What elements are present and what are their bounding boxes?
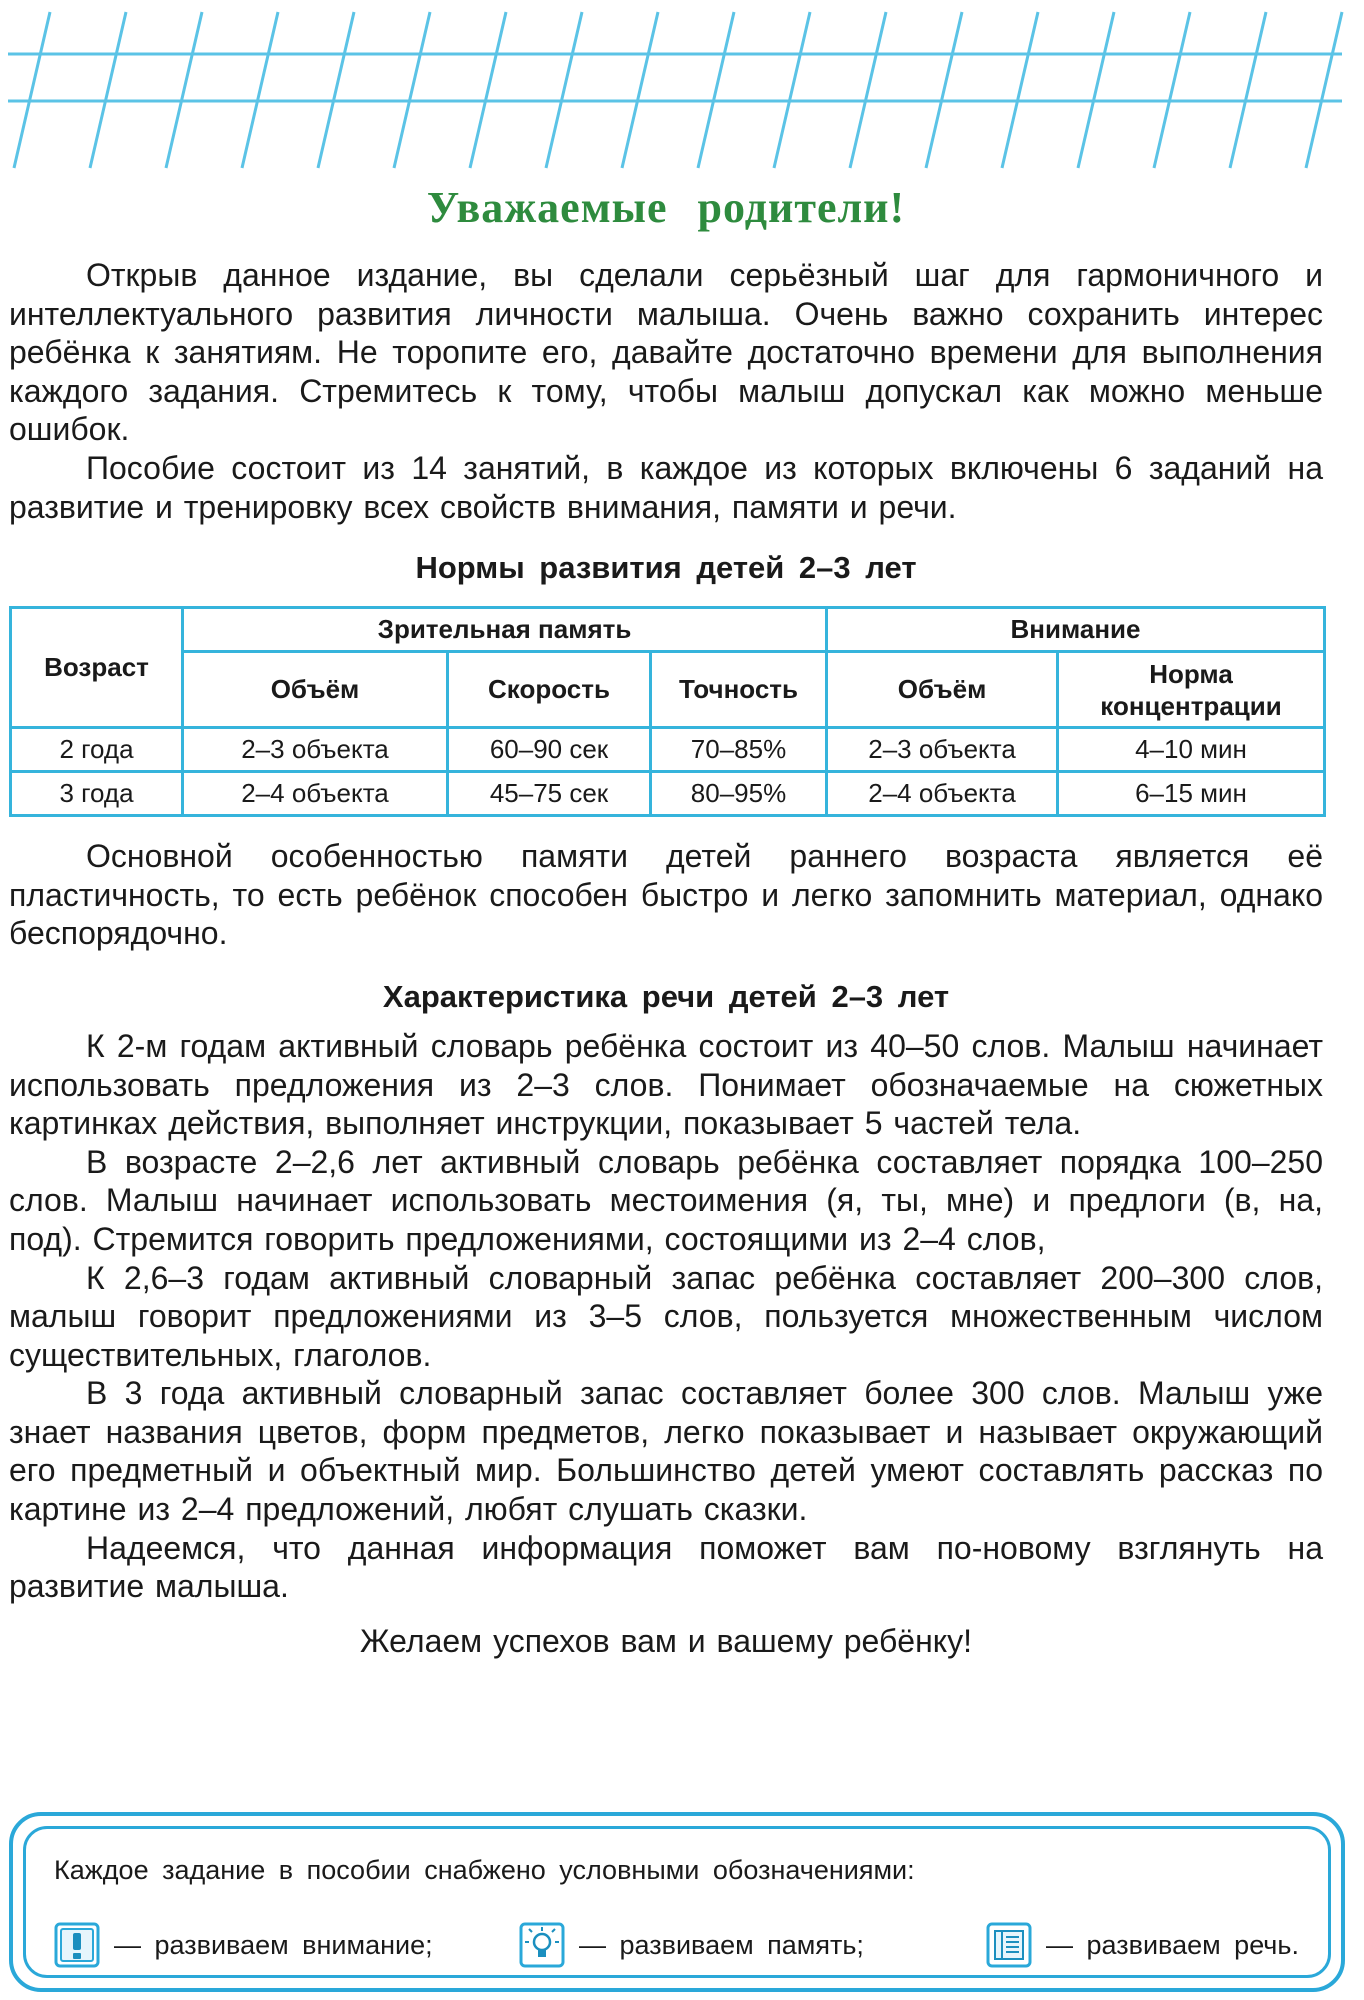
speech-paragraph: К 2-м годам активный словарь ребёнка состоит из 40–50 слов. Малыш начинает использовать предложения из 2–3 слов. Понимает обозначаемые на сюжетных картинках действия, выполняет инструкции, показывает 5 частей тела. xyxy=(9,1027,1323,1142)
legend-item-speech xyxy=(986,1917,1299,1973)
speech-paragraph: В возрасте 2–2,6 лет активный словарь ребёнка составляет порядка 100–250 слов. Малыш начинает использовать местоимения (я, ты, мне) и предлоги (в, на, под). Стремится говорить предложениями, состоящими из 2–4 слов, xyxy=(9,1143,1323,1257)
visual-memory-header: Зрительная память xyxy=(183,608,827,652)
table-cell: 2–3 объекта xyxy=(827,728,1058,772)
table-cell: 70–85% xyxy=(651,728,827,772)
header-ruled-lines xyxy=(0,0,1364,170)
table-cell: 2–4 объекта xyxy=(183,772,448,816)
intro-paragraph: Открыв данное издание, вы сделали серьёзный шаг для гармоничного и интеллектуального развития личности малыша. Очень важно сохранить интерес ребёнка к занятиям. Не торопите его, давайте достаточно времени для выполнения каждого задания. Стремитесь к тому, чтобы малыш допускал как можно меньше ошибок. xyxy=(9,257,1323,448)
norms-table xyxy=(9,606,1326,817)
legend-label: — развиваем память; xyxy=(579,1929,864,1960)
legend-box-inner xyxy=(23,1826,1331,1978)
speed-header: Скорость xyxy=(448,652,651,728)
age-header: Возраст xyxy=(11,608,183,728)
table-cell: 45–75 сек xyxy=(448,772,651,816)
table-row xyxy=(11,772,1325,816)
table-cell: 2 года xyxy=(11,728,183,772)
legend-box xyxy=(9,1812,1345,1992)
page-title: Уважаемые родители! xyxy=(426,183,906,232)
accuracy-header: Точность xyxy=(651,652,827,728)
table-cell: 4–10 мин xyxy=(1058,728,1325,772)
attention-header: Внимание xyxy=(827,608,1325,652)
volume-header: Объём xyxy=(183,652,448,728)
closing-wish: Желаем успехов вам и вашему ребёнку! xyxy=(360,1622,972,1659)
page-content xyxy=(9,180,1323,1660)
attention-volume-header: Объём xyxy=(827,652,1058,728)
legend-label: — развиваем речь. xyxy=(1046,1929,1299,1960)
speech-paragraph: В 3 года активный словарный запас составляет более 300 слов. Малыш уже знает названия цветов, форм предметов, легко показывает и называет окружающий его предметный и объектный мир. Большинство детей умеют составлять рассказ по картине из 2–4 предложений, любят слушать сказки. xyxy=(9,1375,1323,1528)
concentration-header: Норма концентрации xyxy=(1058,652,1325,728)
legend-row xyxy=(54,1917,1324,1973)
speech-paragraph: К 2,6–3 годам активный словарный запас ребёнка составляет 200–300 слов, малыш говорит предложениями из 3–5 слов, пользуется множественным числом существительных, глаголов. xyxy=(9,1259,1323,1373)
table-cell: 2–3 объекта xyxy=(183,728,448,772)
speech-paragraph: Надеемся, что данная информация поможет вам по-новому взглянуть на развитие малыша. xyxy=(9,1529,1323,1605)
lightbulb-icon xyxy=(519,1922,565,1968)
legend-label: — развиваем внимание; xyxy=(114,1929,433,1960)
table-cell: 3 года xyxy=(11,772,183,816)
legend-item-memory xyxy=(519,1917,864,1973)
table-cell: 6–15 мин xyxy=(1058,772,1325,816)
legend-item-attention xyxy=(54,1917,433,1973)
book-icon xyxy=(986,1922,1032,1968)
exclamation-icon xyxy=(54,1922,100,1968)
speech-title: Характеристика речи детей 2–3 лет xyxy=(382,978,950,1014)
table-cell: 60–90 сек xyxy=(448,728,651,772)
table-cell: 80–95% xyxy=(651,772,827,816)
intro-paragraph: Пособие состоит из 14 занятий, в каждое из которых включены 6 заданий на развитие и тренировку всех свойств внимания, памяти и речи. xyxy=(9,449,1323,525)
memory-paragraph: Основной особенностью памяти детей раннего возраста является её пластичность, то есть ребёнок способен быстро и легко запомнить материал, однако беспорядочно. xyxy=(9,838,1323,952)
legend-intro: Каждое задание в пособии снабжено условными обозначениями: xyxy=(54,1855,915,1885)
table-cell: 2–4 объекта xyxy=(827,772,1058,816)
norms-table-title: Нормы развития детей 2–3 лет xyxy=(415,550,917,586)
table-row xyxy=(11,728,1325,772)
